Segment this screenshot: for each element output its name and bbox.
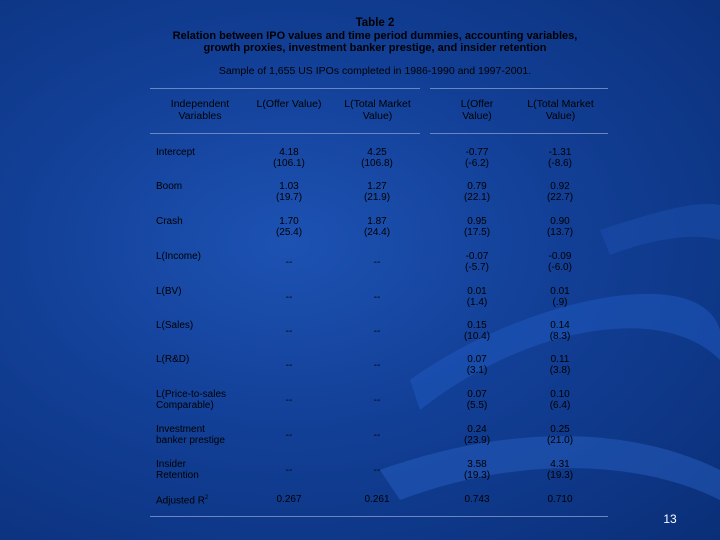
r2-value-col2: 0.261 bbox=[364, 494, 390, 505]
table-cell: 4.18 (106.1) bbox=[273, 147, 305, 169]
table-cell: 0.10 (6.4) bbox=[549, 389, 571, 411]
header-top-rule bbox=[150, 88, 420, 89]
table-cell: -- bbox=[285, 326, 293, 337]
row-label: L(Income) bbox=[156, 251, 202, 262]
row-label: L(Price-to-sales Comparable) bbox=[156, 389, 227, 411]
table-cell: -- bbox=[373, 395, 381, 406]
table-cell: 0.01 (.9) bbox=[550, 286, 570, 308]
row-label: Boom bbox=[156, 181, 183, 192]
header-offer-value-2: L(Offer Value) bbox=[460, 98, 494, 122]
table-cell: -- bbox=[285, 257, 293, 268]
table-cell: 3.58 (19.3) bbox=[463, 459, 491, 481]
table-cell: -- bbox=[373, 257, 381, 268]
table-cell: 4.25 (106.8) bbox=[361, 147, 393, 169]
table-cell: 4.31 (19.3) bbox=[546, 459, 574, 481]
header-bottom-rule-right bbox=[430, 133, 608, 134]
table-cell: -- bbox=[373, 360, 381, 371]
row-label: L(R&D) bbox=[156, 354, 190, 365]
table-cell: -- bbox=[285, 395, 293, 406]
header-independent-variables: Independent Variables bbox=[170, 98, 230, 122]
table-cell: 0.95 (17.5) bbox=[463, 216, 491, 238]
header-total-market-value-2: L(Total Market Value) bbox=[527, 98, 594, 122]
table-cell: -- bbox=[285, 430, 293, 441]
page-number: 13 bbox=[663, 512, 677, 526]
table-cell: -- bbox=[373, 465, 381, 476]
row-label: Crash bbox=[156, 216, 183, 227]
table-cell: -- bbox=[285, 292, 293, 303]
row-label-adjusted-r2: Adjusted $R^2$ bbox=[156, 495, 209, 507]
row-label: L(Sales) bbox=[156, 320, 194, 331]
table-subtitle-line-2: growth proxies, investment banker prestige, and insider retention bbox=[203, 42, 547, 54]
table-cell: -0.77 (-6.2) bbox=[465, 147, 489, 169]
table-cell: 0.07 (5.5) bbox=[466, 389, 488, 411]
table-title: Table 2 bbox=[355, 17, 395, 29]
table-cell: 0.25 (21.0) bbox=[546, 424, 574, 446]
header-offer-value-1: L(Offer Value) bbox=[256, 98, 322, 110]
table-cell: -0.09 (-6.0) bbox=[548, 251, 572, 273]
header-total-market-value-1: L(Total Market Value) bbox=[344, 98, 411, 122]
header-bottom-rule bbox=[150, 133, 420, 134]
table-cell: -0.07 (-5.7) bbox=[465, 251, 489, 273]
table-subtitle-line-1: Relation between IPO values and time period dummies, accounting variables, bbox=[172, 29, 578, 42]
table-cell: 0.92 (22.7) bbox=[546, 181, 574, 203]
table-title-block bbox=[150, 17, 600, 55]
r2-superscript: 2 bbox=[204, 495, 209, 501]
row-label: Insider Retention bbox=[156, 459, 199, 481]
table-cell: 0.07 (3.1) bbox=[466, 354, 488, 376]
table-cell: -- bbox=[373, 326, 381, 337]
table-cell: 0.90 (13.7) bbox=[546, 216, 574, 238]
table-cell: 1.27 (21.9) bbox=[363, 181, 391, 203]
r2-value-col3: 0.743 bbox=[464, 494, 490, 505]
header-top-rule-right bbox=[430, 88, 608, 89]
table-cell: 0.24 (23.9) bbox=[463, 424, 491, 446]
r2-value-col4: 0.710 bbox=[547, 494, 573, 505]
table-bottom-rule bbox=[150, 516, 608, 517]
table-cell: 0.79 (22.1) bbox=[463, 181, 491, 203]
table-cell: 0.11 (3.8) bbox=[549, 354, 571, 376]
row-label: Intercept bbox=[156, 147, 195, 158]
sample-description: Sample of 1,655 US IPOs completed in 1986-1990 and 1997-2001. bbox=[218, 65, 532, 77]
table-cell: -- bbox=[285, 465, 293, 476]
table-cell: 1.03 (19.7) bbox=[275, 181, 303, 203]
table-cell: 0.15 (10.4) bbox=[463, 320, 491, 342]
table-cell: 0.14 (8.3) bbox=[549, 320, 571, 342]
table-cell: 0.01 (1.4) bbox=[466, 286, 488, 308]
table-cell: -1.31 (-8.6) bbox=[548, 147, 572, 169]
table-cell: 1.87 (24.4) bbox=[363, 216, 391, 238]
r2-value-col1: 0.267 bbox=[276, 494, 302, 505]
table-cell: -- bbox=[373, 430, 381, 441]
table-cell: -- bbox=[373, 292, 381, 303]
row-label: L(BV) bbox=[156, 286, 182, 297]
row-label: Investment banker prestige bbox=[156, 424, 225, 446]
table-cell: -- bbox=[285, 360, 293, 371]
table-cell: 1.70 (25.4) bbox=[275, 216, 303, 238]
